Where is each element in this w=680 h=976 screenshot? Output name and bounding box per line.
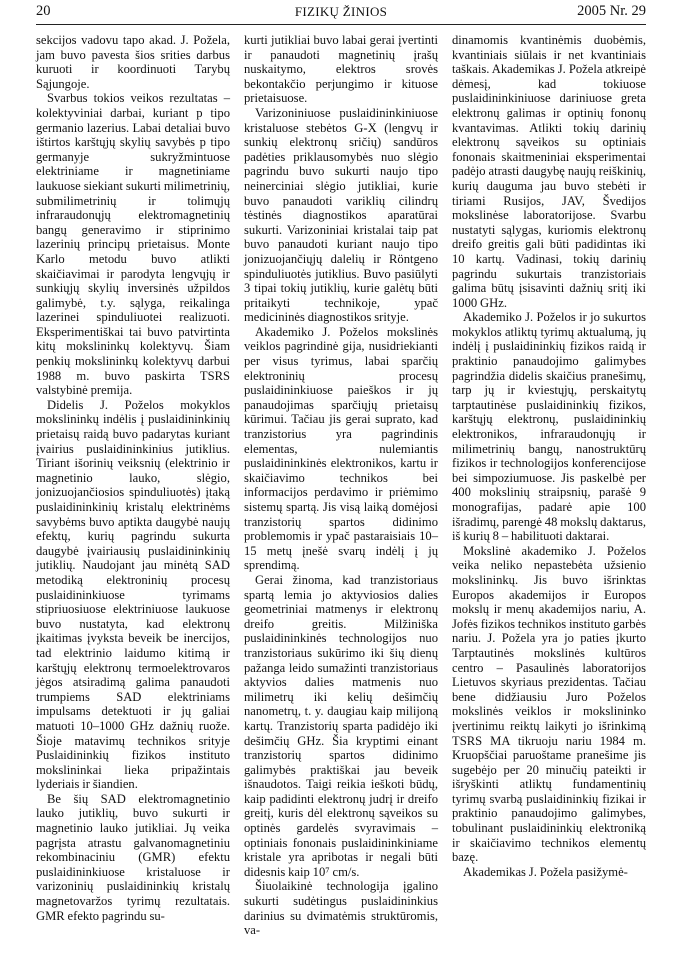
- journal-title: FIZIKŲ ŽINIOS: [294, 4, 388, 19]
- header-rule: [36, 24, 646, 25]
- page-number: 20: [36, 3, 51, 19]
- paragraph: Akademiko J. Poželos mokslinės veiklos pagrindinė gija, nusidriekianti per visus tyrimus, labai sparčių elektroninių procesų puslaidininkiuose paieškos ir jų panaudojimas sparčiųjų prietaisų kūrimui. Tačiau jis gerai suprato, kad tranzistorius yra pagrindinis elementas, nulemiantis puslaidininkinės elektronikos, kartu ir skaičiavimo technikos bei informacijos perdavimo ir priėmimo sistemų spartą. Jis visą laiką domėjosi tranzistorių spartos didinimo problemomis ir ypač pastaraisiais 10–15 metų įnešė svarų indėlį į jų sprendimą.: [244, 324, 438, 573]
- article-body: [36, 33, 646, 938]
- paragraph: Gerai žinoma, kad tranzistoriaus spartą lemia jo aktyviosios dalies geometriniai matmenys ir elektronų dreifo greitis. Milžiniška puslaidininkinės technologijos nuo tranzistoriaus sukūrimo iki šių dienų pažanga leido sumažinti tranzistoriaus aktyvios dalies matmenis nuo milimetrų iki kelių dešimčių nanometrų, t. y. daugiau kaip milijoną kartų. Tranzistorių sparta padidėjo iki dešimčių GHz. Šia kryptimi einant tranzistorių spartos didinimo galimybės praktiškai jau beveik išnaudotos. Taigi reikia ieškoti būdų, kaip padidinti elektronų judrį ir dreifo greitį, kuris dėl elektronų sąveikos su optinės gardelės svyravimais – optiniais fononais puslaidininkiniame kristale yra apribotas ir negali būti didesnis kaip 10⁷ cm/s.: [244, 572, 438, 879]
- issue-label: 2005 Nr. 29: [577, 3, 646, 19]
- paragraph: sekcijos vadovu tapo akad. J. Požela, jam buvo pavesta šios srities darbus kuruoti ir koordinuoti Tarybų Sąjungoje.: [36, 33, 230, 91]
- paragraph: Be šių SAD elektromagnetinio lauko jutiklių, buvo sukurti ir magnetinio lauko jutikliai. Jų veika pagrįsta atrastu galvanomagnetiniu rekombinaciniu (GMR) efektu puslaidininkiuose kristaluose ir varizoninių puslaidininkių kristalų magnetovaržos tyrimų rezultatais. GMR efekto pagrindu su-: [36, 791, 230, 923]
- paragraph: kurti jutikliai buvo labai gerai įvertinti ir panaudoti magnetinių įrašų nuskaitymo, elektros srovės bekontakčio perjungimo ir kituose prietaisuose.: [244, 33, 438, 106]
- paragraph: Šiuolaikinė technologija įgalino sukurti sudėtingus puslaidininkius darinius su dvimatėmis struktūromis, va-: [244, 879, 438, 938]
- text-column-2: [244, 33, 438, 938]
- paragraph: dinamomis kvantinėmis duobėmis, kvantiniais siūlais ir net kvantiniais taškais. Akademikas J. Požela atkreipė dėmesį, kad tokiuose puslaidininkiniuose dariniuose greta elektronų galimas ir optinių fononų kvantavimas. Atlikti tokių darinių elektronų sąveikos su optiniais fononais skaitmeniniai eksperimentai padėjo atrasti daugybę naujų reiškinių, kurių dauguma jau buvo stebėti ir tiriami Rusijos, JAV, Švedijos mokslinėse laboratorijose. Svarbu nustatyti sąlygas, kuriomis elektronų dreifo greitis gali būti padidintas iki 10 kartų. Vadinasi, tokių darinių pagrindu sukurtais tranzistoriais galima būtų įsisavinti dažnių sritį iki 1000 GHz.: [452, 33, 646, 310]
- text-column-1: [36, 33, 230, 938]
- paragraph: Akademiko J. Poželos ir jo sukurtos mokyklos atliktų tyrimų aktualumą, jų indėlį į puslaidininkių fizikos raidą ir praktinio panaudojimo galimybes pagrindžia didelis skaičius pranešimų, tarp jų ir kviestųjų, perskaitytų tarptautinėse puslaidininkių fizikos, karštųjų elektronų, puslaidininkių elektronikos, infraraudonųjų ir milimetrinių bangų, nanostruktūrų fizikos ir technologijos konferencijose bei simpoziumuose. Jis paskelbė per 400 mokslinių straipsnių, parašė 9 monografijas, padarė apie 100 išradimų, parengė 48 mokslų daktarus, iš kurių 8 – habilituoti daktarai.: [452, 310, 646, 544]
- paragraph: Mokslinė akademiko J. Poželos veika neliko nepastebėta užsienio mokslininkų. Jis buvo išrinktas Europos akademijos ir Europos mokslų ir menų akademijos nariu, A. Jofės fizikos technikos instituto garbės nariu. J. Požela yra jo paties įkurto Tarptautinės mokslinės kultūros centro – Pasaulinės laboratorijos Lietuvos skyriaus prezidentas. Tačiau bene didžiausiu Juro Poželos mokslinės veiklos ir mokslininko įvertinimu reiktų laikyti jo išrinkimą TSRS MA tikruoju nariu 1984 m. Kruopščiai paruoštame pranešime jis sugebėjo per 20 minučių pateikti ir išryškinti atliktų fundamentinių tyrimų svarbą puslaidininkių fizikai ir praktinio panaudojimo galimybes, tobulinant puslaidininkių elektroniką ir skaičiavimo technikos elementų bazę.: [452, 543, 646, 865]
- running-header: [36, 3, 646, 23]
- text-column-3: [452, 33, 646, 938]
- paragraph: Akademikas J. Požela pasižymė-: [463, 864, 628, 879]
- paragraph: Svarbus tokios veikos rezultatas – kolektyviniai darbai, kuriant p tipo germanio lazerius. Labai detaliai buvo ištirtos karštųjų skylių savybės p tipo germanyje sukryžmintuose elektriniame ir magnetiniame laukuose siekiant sukurti milimetrinių, submilimetrinių ir tolimųjų infraraudonųjų elektromagnetinių bangų generavimo ir stiprinimo lazerinių principų prietaisus. Monte Karlo metodu buvo atlikti skaičiavimai ir parodyta lengvųjų ir sunkiųjų skylių inversinės užpildos galimybė, t.y. sąlyga, reikalinga lazerinei spinduliuotei realizuoti. Eksperimentiškai tai buvo patvirtinta kitų mokslininkų kolektyvų. Šiam penkių mokslininkų kolektyvų darbui 1988 m. buvo paskirta TSRS valstybinė premija.: [36, 91, 230, 398]
- paragraph: Varizoniniuose puslaidininkiniuose kristaluose stebėtos G-X (lengvų ir sunkių elektronų sričių) sandūros padėties priklausomybės nuo slėgio pagrindu buvo sukurti naujo tipo neinerciniai slėgio jutikliai, kurie buvo panaudoti variklių cilindrų tėstinės diagnostikos aparatūrai sukurti. Varizoniniai kristalai taip pat buvo panaudoti kuriant naujo tipo jonizuojančiųjų dalelių ir Röntgeno spinduliuotės jutiklius. Buvo pasiūlyti 3 tipai tokių jutiklių, kurie galėtų būti pritaikyti technikoje, ypač medicininės diagnostikos srityje.: [244, 105, 438, 325]
- paragraph: Didelis J. Poželos mokyklos mokslininkų indėlis į puslaidininkinių prietaisų raidą buvo padarytas kuriant įvairius puslaidininkinius jutiklius. Tiriant išorinių veiksnių (elektrinio ir magnetinio lauko, slėgio, jonizuojančiosios spinduliuotės) įtaką puslaidininkinių kristalų elektrinėms savybėms buvo aptikta daugybė naujų efektų, kurių pagrindu sukurta daugybė įvairiausių puslaidininkinių jutiklių. Naudojant jau minėtą SAD metodiką elektroninių procesų puslaidininkiuose tyrimams stipriuosiuose elektriniuose laukuose buvo nustatyta, kad elektronų įkaitimas įvyksta beveik be inercijos, tad elektrinio laidumo kitimą ir karštųjų elektronų termoelektrovaros jėgos atsiradimą galima panaudoti trumpiems SAD elektriniams impulsams detektuoti ir jų galiai matuoti 10–1000 GHz dažnių ruože. Šioje matavimų technikos srityje Puslaidininkių fizikos instituto mokslininkai lieka pripažintais lyderiais ir šiandien.: [36, 397, 230, 792]
